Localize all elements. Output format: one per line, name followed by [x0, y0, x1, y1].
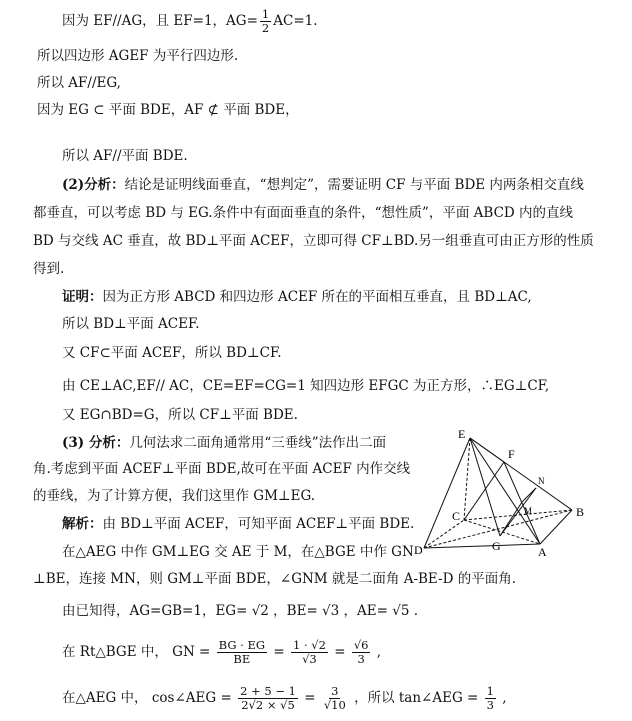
fraction-half: $\frac{1}{2}$ [261, 7, 270, 35]
fraction-gn-2: $\frac{1 \cdot √2}{√3}$ [292, 638, 326, 666]
label-M: M [524, 506, 533, 516]
edge-ED [424, 438, 470, 548]
fraction-cos-2: $\frac{3}{√10}$ [323, 684, 346, 712]
hidden-edges [424, 438, 572, 548]
line-2: 所以四边形 AGEF 为平行四边形. [37, 48, 239, 64]
label-A: A [538, 545, 547, 559]
label-N: N [538, 476, 545, 486]
proof-line-3: 又 CF⊂平面 ACEF，所以 BD⊥CF. [62, 345, 282, 361]
edge-MN [522, 488, 536, 502]
label-F: F [508, 447, 515, 461]
label-G: G [492, 539, 501, 553]
line-4: 因为 EG ⊂ 平面 BDE，AF ⊄ 平面 BDE， [37, 102, 299, 118]
label-D: D [414, 543, 423, 557]
solid-edges [424, 438, 572, 548]
edge-FC [464, 462, 504, 520]
analysis-3-line-1: (3) 分析：几何法求二面角通常用“三垂线”法作出二面 [62, 435, 387, 451]
solution-line-4: 由已知得，AG=GB=1，EG= √2 ，BE= √3 ，AE= √5 . [62, 603, 419, 619]
analysis-2-line-3: BD 与交线 AC 垂直，故 BD⊥平面 ACEF，立即可得 CF⊥BD.另一组垂直可由正方形的性质 [33, 233, 594, 249]
analysis-3-line-3: 的垂线，为了计算方便，我们这里作 GM⊥EG. [33, 488, 316, 504]
edge-DA [424, 544, 540, 548]
fraction-gn-1: $\frac{BG \cdot EG}{BE}$ [218, 638, 266, 666]
solution-line-6: 在△AEG 中， cos∠AEG = $\frac{2 + 5 - 1}{2√2 \times √5}$ = $\frac{3}{√10}$ ，所以 tan∠AEG = $\frac{1}{3}$ , [62, 684, 507, 712]
fraction-cos-1: $\frac{2 + 5 - 1}{2√2 \times √5}$ [240, 684, 296, 712]
label-B: B [576, 505, 585, 519]
edge-EG [470, 438, 500, 536]
edge-AB [540, 510, 572, 544]
line-3: 所以 AF//EG, [37, 75, 121, 91]
proof-line-5: 又 EG∩BD=G，所以 CF⊥平面 BDE. [62, 407, 298, 423]
edge-EF [470, 438, 504, 462]
proof-line-2: 所以 BD⊥平面 ACEF. [62, 316, 200, 332]
geometry-figure [412, 430, 617, 560]
line-1: 因为 EF//AG，且 EF=1，AG= $\frac{1}{2}$ AC=1. [62, 7, 318, 35]
analysis-2-line-4: 得到. [33, 261, 65, 277]
solution-line-2: 在△AEG 中作 GM⊥EG 交 AE 于 M，在△BGE 中作 GN [62, 544, 414, 560]
solution-line-3: ⊥BE，连接 MN，则 GM⊥平面 BDE，∠GNM 就是二面角 A-BE-D 的平面角. [33, 571, 517, 587]
fraction-gn-3: $\frac{√6}{3}$ [353, 638, 369, 666]
analysis-2-line-2: 都垂直，可以考虑 BD 与 EG.条件中有面面垂直的条件，“想性质”，平面 ABCD 内的直线 [33, 205, 574, 221]
proof-line-4: 由 CE⊥AC,EF// AC，CE=EF=CG=1 知四边形 EFGC 为正方形，∴EG⊥CF, [62, 378, 550, 394]
analysis-2-line-1: (2)分析：结论是证明线面垂直，“想判定”，需要证明 CF 与平面 BDE 内两条相交直线 [62, 177, 584, 193]
solution-line-1: 解析：由 BD⊥平面 ACEF，可知平面 ACEF⊥平面 BDE. [62, 516, 415, 532]
label-E: E [458, 430, 466, 441]
solution-line-5: 在 Rt△BGE 中， GN = $\frac{BG \cdot EG}{BE}$ = $\frac{1 \cdot √2}{√3}$ = $\frac{√6}{3}$ , [62, 638, 382, 666]
line-5: 所以 AF//平面 BDE. [62, 148, 188, 164]
fraction-tan: $\frac{1}{3}$ [486, 684, 494, 712]
proof-line-1: 证明：因为正方形 ABCD 和四边形 ACEF 所在的平面相互垂直，且 BD⊥AC, [62, 289, 532, 305]
analysis-3-line-2: 角.考虑到平面 ACEF⊥平面 BDE,故可在平面 ACEF 内作交线 [33, 461, 411, 477]
label-C: C [452, 509, 461, 523]
